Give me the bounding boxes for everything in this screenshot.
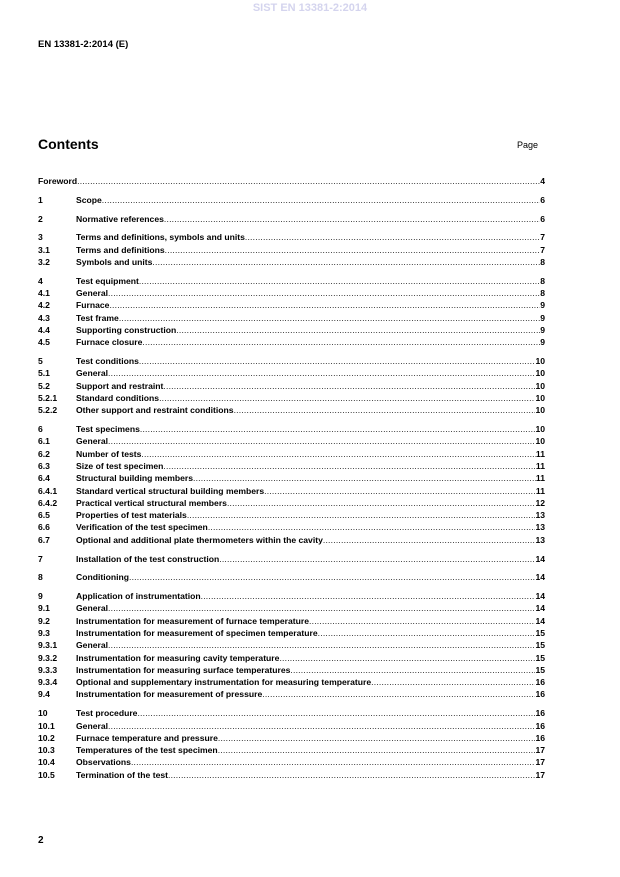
- toc-entry-title: Test equipment: [76, 275, 139, 286]
- toc-entry-number: 9.3.2: [38, 652, 58, 663]
- toc-entry[interactable]: [38, 276, 545, 288]
- toc-entry[interactable]: [38, 721, 545, 733]
- toc-entry-title: Number of tests: [76, 448, 142, 459]
- toc-entry-title: Other support and restraint conditions: [76, 405, 234, 416]
- toc-entry-title: Normative references: [76, 213, 164, 224]
- toc-entry[interactable]: [38, 300, 545, 312]
- toc-entry-page: 11: [535, 448, 545, 459]
- toc-entry[interactable]: [38, 603, 545, 615]
- toc-entry-page: 14: [535, 553, 545, 564]
- toc-entry-title: Optional and additional plate thermometers within the cavity: [76, 534, 323, 545]
- toc-entry-number: 6.3: [38, 460, 50, 471]
- toc-entry-title: Standard vertical structural building members: [76, 485, 265, 496]
- table-of-contents: [38, 176, 545, 789]
- toc-entry-number: 2: [38, 213, 43, 224]
- toc-leader-dots: [176, 325, 540, 335]
- toc-entry-title: General: [76, 436, 109, 447]
- toc-entry-page: 17: [535, 757, 545, 768]
- toc-leader-dots: [163, 461, 536, 471]
- toc-entry-page: 11: [535, 460, 545, 471]
- toc-entry-number: 9.1: [38, 603, 50, 614]
- toc-entry-page: 15: [535, 652, 545, 663]
- toc-entry-title: Foreword: [38, 176, 78, 186]
- toc-entry-title: Structural building members: [76, 473, 193, 484]
- toc-entry-number: 5: [38, 356, 43, 367]
- toc-entry-number: 1: [38, 194, 43, 205]
- toc-section-group: [38, 554, 545, 566]
- toc-entry[interactable]: [38, 498, 545, 510]
- toc-section-group: [38, 424, 545, 547]
- toc-entry-title: Practical vertical structural members: [76, 497, 227, 508]
- toc-entry-number: 4: [38, 275, 43, 286]
- toc-entry-page: 10: [535, 380, 545, 391]
- toc-entry-title: Installation of the test construction: [76, 553, 220, 564]
- toc-entry-number: 3: [38, 232, 43, 243]
- toc-entry-page: 17: [535, 769, 545, 780]
- toc-entry-title: Instrumentation for measuring surface temperatures: [76, 664, 291, 675]
- toc-entry-number: 4.2: [38, 300, 50, 311]
- toc-entry[interactable]: [38, 616, 545, 628]
- toc-entry[interactable]: [38, 708, 545, 720]
- toc-leader-dots: [193, 473, 536, 483]
- toc-entry-page: 16: [535, 732, 545, 743]
- toc-entry[interactable]: [38, 405, 545, 417]
- toc-leader-dots: [201, 591, 536, 601]
- toc-entry[interactable]: [38, 640, 545, 652]
- toc-entry[interactable]: [38, 368, 545, 380]
- toc-entry-number: 6.2: [38, 448, 50, 459]
- toc-entry-page: 14: [535, 615, 545, 626]
- toc-entry-title: General: [76, 720, 109, 731]
- toc-entry[interactable]: [38, 554, 545, 566]
- toc-leader-dots: [208, 522, 536, 532]
- toc-entry[interactable]: [38, 689, 545, 701]
- toc-entry-page: 9: [540, 324, 545, 335]
- toc-leader-dots: [140, 424, 536, 434]
- toc-leader-dots: [131, 757, 536, 767]
- toc-leader-dots: [139, 276, 540, 286]
- toc-entry-number: 9.3.1: [38, 640, 58, 651]
- toc-entry-page: 6: [540, 194, 545, 205]
- toc-entry-number: 5.1: [38, 368, 50, 379]
- toc-entry-number: 10: [38, 708, 48, 719]
- toc-entry-number: 4.5: [38, 337, 50, 348]
- toc-entry[interactable]: [38, 535, 545, 547]
- toc-entry[interactable]: [38, 653, 545, 665]
- toc-leader-dots: [139, 356, 536, 366]
- toc-entry-title: Size of test specimen: [76, 460, 164, 471]
- toc-entry-number: 7: [38, 553, 43, 564]
- toc-entry[interactable]: [38, 436, 545, 448]
- toc-entry-page: 10: [535, 436, 545, 447]
- toc-entry-page: 7: [540, 244, 545, 255]
- toc-leader-dots: [108, 721, 535, 731]
- toc-leader-dots: [77, 176, 540, 186]
- toc-leader-dots: [218, 745, 536, 755]
- toc-leader-dots: [164, 214, 540, 224]
- toc-leader-dots: [323, 535, 536, 545]
- toc-entry-page: 16: [535, 708, 545, 719]
- toc-entry-number: 4.3: [38, 312, 50, 323]
- toc-leader-dots: [142, 337, 540, 347]
- toc-entry-number: 9.2: [38, 615, 50, 626]
- toc-entry-page: 14: [535, 603, 545, 614]
- toc-entry-page: 4: [540, 176, 545, 186]
- toc-entry[interactable]: [38, 591, 545, 603]
- toc-entry-page: 13: [535, 522, 545, 533]
- toc-entry-page: 8: [540, 288, 545, 299]
- toc-leader-dots: [264, 486, 536, 496]
- toc-entry-number: 3.2: [38, 256, 50, 267]
- toc-leader-dots: [262, 689, 535, 699]
- toc-leader-dots: [141, 449, 535, 459]
- toc-leader-dots: [234, 405, 536, 415]
- toc-entry[interactable]: [38, 745, 545, 757]
- toc-entry-number: 6.5: [38, 510, 50, 521]
- toc-leader-dots: [108, 288, 540, 298]
- toc-entry[interactable]: [38, 195, 545, 207]
- toc-entry-number: 9.3.3: [38, 664, 58, 675]
- toc-entry-number: 6: [38, 424, 43, 435]
- toc-entry-page: 11: [535, 485, 545, 496]
- toc-entry-number: 5.2.1: [38, 392, 58, 403]
- toc-leader-dots: [219, 554, 535, 564]
- toc-entry-page: 10: [535, 424, 545, 435]
- toc-entry[interactable]: [38, 449, 545, 461]
- toc-entry-page: 9: [540, 312, 545, 323]
- toc-entry-number: 5.2.2: [38, 405, 58, 416]
- toc-leader-dots: [129, 572, 535, 582]
- toc-leader-dots: [187, 510, 536, 520]
- toc-leader-dots: [163, 381, 535, 391]
- toc-entry-number: 10.5: [38, 769, 55, 780]
- toc-leader-dots: [165, 245, 541, 255]
- toc-entry-number: 6.4.2: [38, 497, 58, 508]
- toc-leader-dots: [109, 300, 540, 310]
- toc-entry-number: 6.4: [38, 473, 50, 484]
- page-title: Contents: [38, 136, 99, 152]
- toc-entry[interactable]: [38, 257, 545, 269]
- toc-entry-page: 9: [540, 337, 545, 348]
- toc-entry-title: Termination of the test: [76, 769, 168, 780]
- toc-entry-number: 9: [38, 591, 43, 602]
- toc-entry[interactable]: [38, 176, 545, 188]
- toc-entry-page: 11: [535, 473, 545, 484]
- toc-entry-number: 8: [38, 572, 43, 583]
- toc-entry-number: 4.4: [38, 324, 50, 335]
- toc-leader-dots: [159, 393, 535, 403]
- toc-entry-title: Symbols and units: [76, 256, 153, 267]
- toc-entry[interactable]: [38, 393, 545, 405]
- toc-entry[interactable]: [38, 424, 545, 436]
- toc-entry[interactable]: [38, 214, 545, 226]
- toc-entry-title: Scope: [76, 194, 102, 205]
- toc-entry-page: 10: [535, 356, 545, 367]
- toc-entry-page: 7: [540, 232, 545, 243]
- toc-entry-page: 12: [535, 497, 545, 508]
- toc-entry[interactable]: [38, 510, 545, 522]
- toc-entry-page: 6: [540, 213, 545, 224]
- toc-entry-number: 9.3: [38, 628, 50, 638]
- toc-entry-page: 15: [535, 664, 545, 675]
- toc-leader-dots: [309, 616, 535, 626]
- toc-entry-page: 8: [540, 275, 545, 286]
- toc-leader-dots: [102, 195, 540, 205]
- toc-entry-title: Verification of the test specimen: [76, 522, 208, 533]
- toc-leader-dots: [245, 232, 540, 242]
- toc-entry-title: Test frame: [76, 312, 119, 323]
- toc-leader-dots: [108, 603, 535, 613]
- toc-leader-dots: [168, 770, 535, 780]
- toc-section-group: [38, 232, 545, 269]
- toc-entry-title: Observations: [76, 757, 131, 768]
- toc-section-group: [38, 176, 545, 188]
- toc-entry-title: Supporting construction: [76, 324, 177, 335]
- page-column-label: Page: [517, 140, 539, 150]
- toc-entry-title: Test specimens: [76, 424, 140, 435]
- toc-entry-number: 5.2: [38, 380, 50, 391]
- toc-leader-dots: [152, 257, 540, 267]
- toc-entry-number: 4.1: [38, 288, 50, 299]
- toc-leader-dots: [371, 677, 535, 687]
- toc-entry-title: Terms and definitions, symbols and units: [76, 232, 245, 243]
- toc-leader-dots: [119, 313, 540, 323]
- toc-entry-title: General: [76, 603, 109, 614]
- toc-entry-title: Conditioning: [76, 572, 129, 583]
- toc-entry-title: Instrumentation for measurement of furnace temperature: [76, 615, 310, 626]
- toc-entry[interactable]: [38, 313, 545, 325]
- toc-entry-title: Optional and supplementary instrumentation for measuring temperature: [76, 677, 372, 688]
- toc-entry-number: 9.3.4: [38, 677, 58, 688]
- toc-entry-title: Furnace closure: [76, 337, 143, 348]
- toc-entry[interactable]: [38, 461, 545, 473]
- toc-entry-title: Application of instrumentation: [76, 591, 201, 602]
- toc-section-group: [38, 572, 545, 584]
- toc-entry-page: 8: [540, 256, 545, 267]
- toc-entry[interactable]: [38, 356, 545, 368]
- toc-entry-number: 10.2: [38, 732, 55, 743]
- toc-entry[interactable]: [38, 232, 545, 244]
- toc-entry[interactable]: [38, 665, 545, 677]
- toc-entry-title: General: [76, 288, 109, 299]
- toc-entry-title: Standard conditions: [76, 392, 160, 403]
- toc-entry-page: 16: [535, 720, 545, 731]
- toc-entry-number: 3.1: [38, 244, 50, 255]
- toc-entry-page: 15: [535, 640, 545, 651]
- toc-entry-number: 10.1: [38, 720, 55, 731]
- toc-entry-number: 6.6: [38, 522, 50, 533]
- toc-entry[interactable]: [38, 381, 545, 393]
- toc-entry-page: 16: [535, 677, 545, 688]
- toc-entry[interactable]: [38, 572, 545, 584]
- toc-entry-number: 6.4.1: [38, 485, 58, 496]
- toc-entry[interactable]: [38, 757, 545, 769]
- toc-entry-title: Furnace temperature and pressure: [76, 732, 218, 743]
- toc-leader-dots: [318, 628, 536, 638]
- toc-entry[interactable]: [38, 628, 545, 640]
- toc-entry[interactable]: [38, 473, 545, 485]
- toc-leader-dots: [137, 708, 535, 718]
- toc-entry-page: 13: [535, 534, 545, 545]
- toc-entry-number: 6.1: [38, 436, 50, 447]
- toc-entry[interactable]: [38, 486, 545, 498]
- toc-entry-number: 10.4: [38, 757, 55, 768]
- toc-entry-title: Instrumentation for measurement of specimen temperature: [76, 628, 318, 638]
- toc-entry-title: General: [76, 368, 109, 379]
- toc-entry[interactable]: [38, 337, 545, 349]
- toc-leader-dots: [279, 653, 535, 663]
- toc-leader-dots: [108, 640, 535, 650]
- toc-leader-dots: [290, 665, 535, 675]
- toc-entry-title: Furnace: [76, 300, 110, 311]
- toc-entry[interactable]: [38, 288, 545, 300]
- toc-section-group: [38, 276, 545, 350]
- toc-leader-dots: [218, 733, 536, 743]
- toc-entry[interactable]: [38, 325, 545, 337]
- toc-entry-title: General: [76, 640, 109, 651]
- toc-entry-page: 10: [535, 368, 545, 379]
- toc-entry-page: 15: [535, 628, 545, 638]
- toc-entry-page: 14: [535, 572, 545, 583]
- toc-entry-number: 9.4: [38, 689, 50, 700]
- toc-section-group: [38, 591, 545, 702]
- toc-entry-page: 10: [535, 405, 545, 416]
- toc-leader-dots: [108, 436, 535, 446]
- toc-entry-page: 16: [535, 689, 545, 700]
- watermark: SIST EN 13381-2:2014: [252, 2, 368, 14]
- toc-entry-title: Instrumentation for measuring cavity temperature: [76, 652, 280, 663]
- toc-section-group: [38, 195, 545, 207]
- toc-entry-title: Properties of test materials: [76, 510, 187, 521]
- toc-entry-title: Instrumentation for measurement of pressure: [76, 689, 263, 700]
- toc-entry-title: Terms and definitions: [76, 244, 165, 255]
- toc-entry[interactable]: [38, 522, 545, 534]
- toc-entry-page: 17: [535, 745, 545, 756]
- document-id: EN 13381-2:2014 (E): [38, 39, 129, 50]
- toc-entry-page: 13: [535, 510, 545, 521]
- toc-entry-number: 6.7: [38, 534, 50, 545]
- toc-section-group: [38, 214, 545, 226]
- toc-entry-page: 9: [540, 300, 545, 311]
- toc-entry[interactable]: [38, 733, 545, 745]
- toc-entry[interactable]: [38, 677, 545, 689]
- toc-entry-page: 10: [535, 392, 545, 403]
- toc-entry-title: Temperatures of the test specimen: [76, 745, 218, 756]
- toc-entry-title: Test procedure: [76, 708, 138, 719]
- toc-section-group: [38, 356, 545, 417]
- toc-entry-page: 14: [535, 591, 545, 602]
- toc-entry-number: 10.3: [38, 745, 55, 756]
- toc-entry[interactable]: [38, 770, 545, 782]
- toc-section-group: [38, 708, 545, 782]
- toc-entry[interactable]: [38, 245, 545, 257]
- toc-leader-dots: [108, 368, 535, 378]
- toc-entry-title: Support and restraint: [76, 380, 164, 391]
- toc-leader-dots: [227, 498, 535, 508]
- page-number: 2: [38, 835, 44, 846]
- toc-entry-title: Test conditions: [76, 356, 139, 367]
